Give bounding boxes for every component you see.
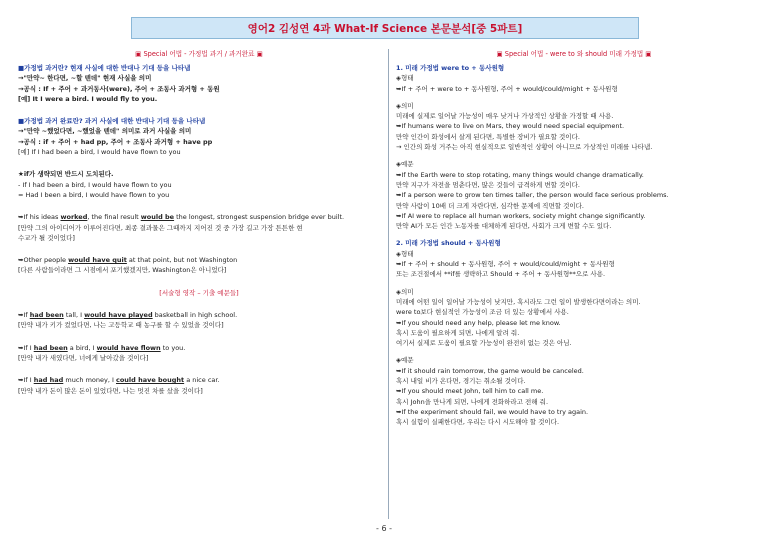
exam-example-2-translation: [만약 내가 새였다면, 너에게 날아갔을 것이다] [18,353,149,362]
were-to-example-1-translation: 만약 지구가 자전을 멈춘다면, 많은 것들이 급격하게 변할 것이다. [396,180,580,189]
subjunctive-past-perfect-heading: ■가정법 과거 완료란? 과거 사실에 대한 반대나 기대 등을 나타냄 [18,117,206,126]
text-example-2: ➥Other people would have quit at that point, but not Washington [18,256,238,265]
document-title: 영어2 김성연 4과 What-If Science 본문분석[중 5파트] [247,22,523,35]
subjunctive-past-formula: →공식 : If + 주어 + 과거동사(were), 주어 + 조동사 과거형 + 동원 [18,84,220,93]
subjunctive-past-perfect-example: [예] If I had been a bird, I would have flown to you [18,148,181,157]
text-example-1: ➥If his ideas worked, the final result would be the longest, strongest suspension bridge ever built. [18,213,345,222]
were-to-example-2-translation: 만약 사람이 10배 더 크게 자란다면, 심각한 문제에 직면할 것이다. [396,201,584,210]
should-meaning-3: ➥If you should need any help, please let me know. [396,318,561,327]
were-to-meaning-label: ◈의미 [396,101,414,110]
subjunctive-past-perfect-formula: →공식 : if + 주어 + had pp, 주어 + 조동사 과거형 + have pp [18,137,213,146]
were-to-meaning-1: 미래에 실제로 일어날 가능성이 매우 낮거나 가상적인 상황을 가정할 때 사용. [396,112,614,121]
were-to-meaning-3: 만약 인간이 화성에서 살게 된다면, 특별한 장비가 필요할 것이다. [396,132,580,141]
should-example-3: ➥If the experiment should fail, we would have to try again. [396,407,589,416]
were-to-heading: 1. 미래 가정법 were to + 동사원형 [396,64,505,72]
should-example-2-translation: 혹시 John을 만나게 되면, 나에게 전화하라고 전해 줘. [396,397,549,406]
exam-example-3: ➥If I had had much money, I could have bought a nice car. [18,376,220,385]
should-examples-label: ◈예문 [396,356,414,365]
subjunctive-past-heading: ■가정법 과거란? 현재 사실에 대한 반대나 기대 등을 나타냄 [18,64,191,72]
document-title-box [131,17,639,39]
were-to-examples-label: ◈예문 [396,160,414,169]
were-to-form-label: ◈형태 [396,74,414,83]
exam-examples-header: [서술형 영작 – 기출 예문들] [159,288,239,297]
exam-example-3-translation: [만약 내가 돈이 많은 돈이 있었다면, 나는 멋진 차를 샀을 것이다] [18,386,203,395]
text-example-1-translation-2: 수교가 될 것이었다] [18,233,75,242]
were-to-form: ➥If + 주어 + were to + 동사원형, 주어 + would/could/might + 동사원형 [396,84,618,93]
were-to-example-3-translation: 만약 AI가 모든 인간 노동자를 대체하게 된다면, 사회가 크게 변할 수도 있다. [396,222,612,231]
should-meaning-1: 미래에 어떤 일이 일어날 가능성이 낮지만, 혹시라도 그런 일이 발생한다면이라는 의미. [396,297,641,306]
page-number: - 6 - [376,524,392,533]
exam-example-1: ➥If had been tall, I would have played basketball in high school. [18,311,238,320]
should-example-2: ➥If you should meet John, tell him to call me. [396,387,544,396]
subjunctive-past-meaning: →"만약~ 한다면, ~할 텐데" 현재 사실을 의미 [18,74,152,83]
left-column [18,49,380,396]
were-to-example-3: ➥If AI were to replace all human workers, society might change significantly. [396,211,646,220]
should-meaning-5: 여기서 실제로 도움이 필요할 가능성이 완전히 없는 것은 아님. [396,339,572,348]
were-to-example-2: ➥If a person were to grow ten times taller, the person would face serious problems. [396,191,669,200]
should-example-1-translation: 혹시 내일 비가 온다면, 경기는 취소될 것이다. [396,377,526,386]
column-divider [388,49,389,519]
text-example-1-translation-1: [만약 그의 아이디어가 이루어진다면, 최종 결과물은 그때까지 지어진 것 중 가장 길고 가장 튼튼한 현 [18,223,303,232]
should-meaning-2: were to보다 현실적인 가능성이 조금 더 있는 상황에서 사용. [396,308,569,317]
left-section-header: ▣ Special 어법 - 가정법 과거 / 과거완료 ▣ [135,50,263,58]
right-section-header: ▣ Special 어법 - were to 와 should 미래 가정법 ▣ [496,50,652,58]
right-column [396,49,752,428]
inversion-note: ★if가 생략되면 반드시 도치된다. [18,170,114,179]
should-example-1: ➥If it should rain tomorrow, the game would be canceled. [396,366,584,375]
should-form-1: ➥If + 주어 + should + 동사원형, 주어 + would/could/might + 동사원형 [396,260,615,269]
should-form-label: ◈형태 [396,249,414,258]
should-heading: 2. 미래 가정법 should + 동사원형 [396,239,501,248]
were-to-meaning-2: ➥If humans were to live on Mars, they would need special equipment. [396,122,625,131]
should-meaning-label: ◈의미 [396,287,414,296]
inversion-example-2: = Had I been a bird, I would have flown to you [18,190,170,199]
should-example-3-translation: 혹시 실험이 실패한다면, 우리는 다시 시도해야 할 것이다. [396,418,560,427]
subjunctive-past-example: [예] It I were a bird. I would fly to you. [18,94,158,103]
were-to-example-1: ➥If the Earth were to stop rotating, many things would change dramatically. [396,170,644,179]
exam-example-1-translation: [만약 내가 키가 컸었다면, 나는 고등학교 때 농구를 할 수 있었을 것이다] [18,321,224,330]
subjunctive-past-perfect-meaning: →"만약 ~했었다면, ~했었을 텐데" 의미로 과거 사실을 의미 [18,127,192,136]
inversion-example-1: - If I had been a bird, I would have flown to you [18,180,172,189]
should-form-2: 또는 조건절에서 **if를 생략하고 Should + 주어 + 동사원형**으로 사용. [396,270,606,279]
text-example-2-translation: [다른 사람들이라면 그 시점에서 포기했겠지만, Washington은 아니었다] [18,266,227,275]
exam-example-2: ➥If I had been a bird, I would have flown to you. [18,343,186,352]
were-to-meaning-4: → 인간의 화성 거주는 아직 현실적으로 일반적인 상황이 아니므로 가상적인 미래를 나타냄. [396,143,653,152]
should-meaning-4: 혹시 도움이 필요하게 되면, 나에게 알려 줘. [396,328,520,337]
